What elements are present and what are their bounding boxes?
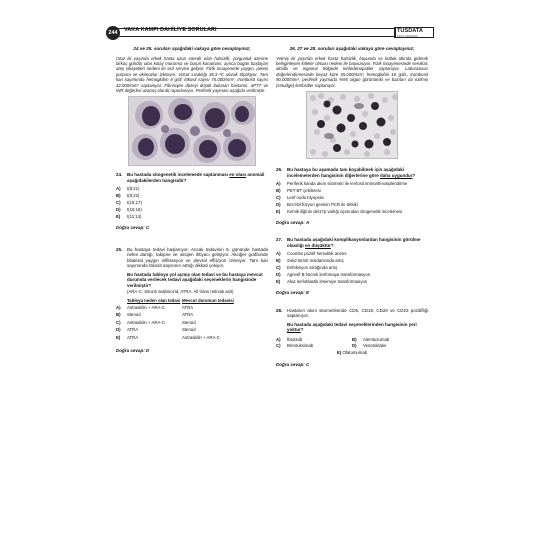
option-d[interactable]: D) Bcr/Abl füzyon geninin PCR ile tetkiki: [276, 201, 358, 207]
exam-page: [106, 22, 436, 527]
question-27: [276, 237, 428, 295]
question-number: 25.: [116, 246, 123, 252]
question-28: [276, 308, 428, 367]
bone-marrow-smear-image: [128, 96, 256, 166]
question-text: Bu hastada aşağıdaki tedavi seçeneklerinden hangisinin yeri yoktur?: [287, 321, 417, 333]
option-c[interactable]: C) Enfeksiyon sıklığında artış: [276, 264, 338, 270]
question-text: Bu hastaya bu aşamada tanı koyabilmek için aşağıdaki incelemelerden hangisinin diğerlerine göre daha uygundur?: [287, 167, 416, 178]
case-text-left: Otuz iki yaşında erkek hasta uzun süredir olan halsizlik, yorgunluk üzerine birkaç gündür olan kolay morarma ve burun kanaması, ayrıca bugün başlayan ateş şikayetleri nedeni ile acil servise geliyor. Fizik muayenede yaygın, peteşi purpura ve ekimozlar izleniyor. Vücut sıcaklığı 38,3 ºC olarak ölçülüyor. Tam kan sayımında hemoglobin 8 g/dl, lökosit sayısı 75.000/mm³, trombosit sayısı 42.000/mm³ saptanıyor. Fibrinojen düzeyi düşük bulunan hastanın, aPTT ve INR değerleri uzamış olarak raporlanıyor. Periferik yayması aşağıda verilmiştir.: [116, 55, 268, 94]
options-27: [276, 251, 428, 284]
smear-image-drawing: [129, 97, 256, 166]
case-title-right: 26, 27 ve 28. soruları aşağıdaki vakaya göre cevaplayınız;: [289, 46, 415, 51]
question-number: 27.: [276, 237, 283, 243]
option-a[interactable]: A) t(8;21): [116, 185, 140, 191]
option-a[interactable]: A) Coombs pozitif hemolitik anemi: [276, 250, 347, 256]
option-c[interactable]: C) t(15;17): [116, 199, 142, 205]
table-row[interactable]: B) Steroid ATRA: [116, 312, 194, 318]
table-header: [116, 298, 268, 303]
answer-26: Doğru cevap: A: [276, 219, 310, 225]
table-row[interactable]: A) Antrasiklin + ARA-C ATRA: [116, 305, 194, 311]
case-text-right: Yetmiş iki yaşında erkek hasta halsizlik, boyunda ve koltuk altında giderek belirginleşen kitleler olması nedeni ile başvuruyor. Fizik muayenesinde servikal, aksilla ve inguinal bölgede lenfadenopatiler saptanıyor. Laboratuvar değerlendirmesinde beyaz küre 55.000/mm³, hemoglobin 10 g/dL, trombosit 90.000/mm³, periferik yaymada %95 olgun görünümlü ve bazıları da ezilmiş (smudge) lenfositler saptanıyor.: [276, 55, 428, 88]
question-text: Bu hastada sitogenetik incelemede saptanması en olası anomali aşağıdakilerden hangisidir?: [127, 172, 265, 183]
option-b[interactable]: B) PET-BT çekilmesi: [276, 187, 321, 193]
option-b[interactable]: B) t(9;22): [116, 192, 140, 198]
logo-text: TUSDATA: [397, 28, 423, 34]
option-d[interactable]: D) t(16;16): [116, 206, 142, 212]
option-d[interactable]: D) Agresif B hücreli lenfomaya transformasyon: [276, 271, 371, 277]
peripheral-smear-image: [306, 91, 398, 159]
answer-25: Doğru cevap: D: [116, 348, 150, 354]
question-24: [116, 172, 268, 230]
options-24: [116, 186, 268, 219]
option-a[interactable]: A) İbrutinib: [276, 336, 303, 342]
option-d[interactable]: D) Venetoklaks: [352, 343, 387, 349]
option-a[interactable]: A) Periferik kanda akım sitometri ile lenfosit immünfenotiplendirme: [276, 180, 408, 186]
question-intro: Bu hastaya tedavi başlanıyor. Ancak tedavinin 5. gününde hastada nefes darlığı, takipne ve oksijen ihtiyacı gelişiyor. Akciğer grafisinde bilateral yaygın infiltrasyon ve plevral effüzyon izleniyor. Tam kan sayımında lökosit sayısının arttığı dikkati çekiyor.: [127, 246, 268, 269]
question-intro: Hastanın akım sitometrisinde CD5, CD19, CD20 ve CD23 pozitifliği saptanıyor.: [287, 307, 428, 319]
options-26: [276, 181, 428, 214]
question-text: Bu hastada tabloya yol açmış olan tedavi ve bu hastaya mevcut durumda verilecek tedavi aşağıdaki seçeneklerin hangisinde verilmiştir?: [127, 271, 263, 288]
answer-24: Doğru cevap: C: [116, 225, 150, 231]
question-text: Bu hastada aşağıdaki komplikasyonlardan hangisinin görülme olasılığı en düşüktür?: [287, 237, 421, 248]
option-b[interactable]: B) Alemtuzumab: [352, 336, 390, 342]
option-b[interactable]: B) Solid tümör insidansında artış: [276, 257, 344, 263]
option-e[interactable]: E) Ofatumumab: [336, 350, 368, 356]
option-e[interactable]: E) Akut lenfoblastik lösemiye transformasyon: [276, 278, 368, 284]
case-title-left: 24 ve 25. soruları aşağıdaki vakaya göre cevaplayınız;: [133, 46, 251, 51]
answer-table-25: [116, 298, 268, 340]
left-column: [116, 46, 268, 354]
smear-image-drawing: [307, 92, 398, 159]
logo-subtext: TIPTA UZMANLIK: [397, 34, 418, 38]
page-number: 244: [106, 26, 120, 40]
question-note: (ARA-C: Sitozin arabinozid, ATRA: All trans retinoik asit): [127, 289, 234, 295]
question-number: 26.: [276, 167, 283, 173]
question-26: [276, 167, 428, 225]
options-28: [276, 335, 428, 349]
header-title: VAKA KAMPI DAHİLİYE SORULARI: [124, 27, 217, 33]
right-column: [276, 46, 428, 367]
question-number: 24.: [116, 172, 123, 178]
question-number: 28.: [276, 307, 283, 313]
table-row[interactable]: D) ATRA Steroid: [116, 327, 196, 333]
answer-28: Doğru cevap: C: [276, 361, 310, 367]
col-header-cause: Tabloya neden olan tedavi: [127, 297, 181, 303]
option-c[interactable]: C) Brentuksimab: [276, 343, 314, 349]
option-e[interactable]: E) Kemik iliğinin del17p varlığı açısından sitogenetik incelemesi: [276, 208, 403, 214]
question-25: [116, 247, 268, 354]
col-header-treatment: Mevcut durumun tedavisi: [182, 297, 234, 303]
option-c[interactable]: C) Lenf nodu biyopsisi: [276, 194, 324, 200]
answer-27: Doğru cevap: E: [276, 290, 310, 296]
table-row[interactable]: E) ATRA Antrasiklin + ARA-C: [116, 334, 220, 340]
publisher-logo: [394, 27, 434, 38]
page-header: [106, 26, 436, 38]
table-row[interactable]: C) Antrasiklin + ARA-C Steroid: [116, 319, 196, 325]
option-e[interactable]: E) t(11;14): [116, 213, 142, 219]
